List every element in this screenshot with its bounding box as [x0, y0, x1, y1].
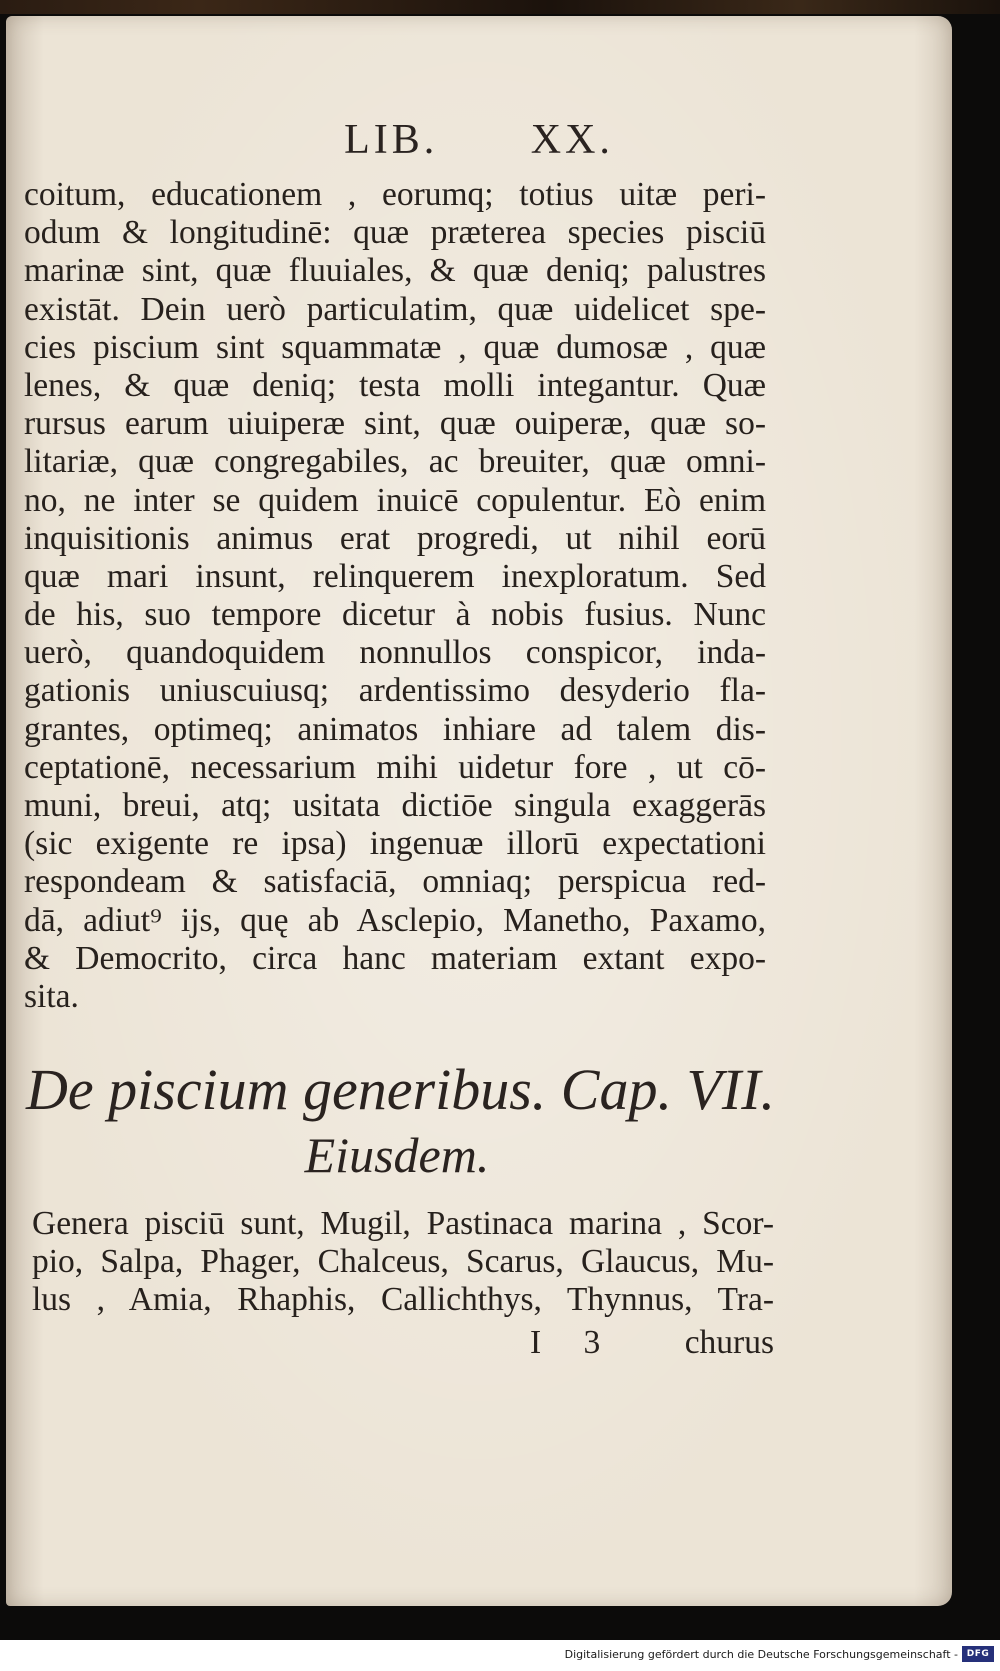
fish-list-paragraph [32, 1204, 774, 1319]
text-line: rursus earum uiuiperæ sint, quæ ouiperæ, quæ so- [24, 405, 766, 443]
text-line: gationis uniuscuiusq; ardentissimo desyderio fla- [24, 672, 766, 710]
text-line: no, ne inter se quidem inuicē copulentur. Eò enim [24, 481, 766, 519]
text-line: Genera pisciū sunt, Mugil, Pastinaca marina , Scor- [32, 1205, 774, 1242]
chapter-title: De piscium generibus. Cap. VII. [26, 1057, 776, 1122]
text-line: respondeam & satisfaciā, omniaq; perspicua red- [24, 863, 766, 901]
book-top-edge [0, 0, 1000, 14]
text-line: grantes, optimeq; animatos inhiare ad talem dis- [24, 710, 766, 748]
text-line: pio, Salpa, Phager, Chalceus, Scarus, Glaucus, Mu- [32, 1243, 774, 1281]
signature-mark: I 3 [530, 1324, 601, 1361]
text-line: inquisitionis animus erat progredi, ut nihil eorū [24, 519, 766, 557]
text-line: & Democrito, circa hanc materiam extant expo- [24, 939, 766, 977]
catchword: churus [684, 1324, 774, 1361]
text-line: coitum, educationem , eorumq; totius uitæ peri- [24, 176, 766, 213]
text-line: ceptationē, necessarium mihi uidetur fore , ut cō- [24, 748, 766, 786]
text-line: litariæ, quæ congregabiles, ac breuiter, quæ omni- [24, 443, 766, 481]
text-line: muni, breui, atq; usitata dictiōe singula exaggerās [24, 787, 766, 824]
page-foot-line [6, 1324, 774, 1364]
book-page [6, 16, 952, 1606]
text-line: lenes, & quæ deniq; testa molli integantur. Quæ [24, 366, 766, 404]
text-line: dā, adiut⁹ ijs, quę ab Asclepio, Manetho, Paxamo, [24, 901, 766, 939]
text-line: quæ mari insunt, relinquerem inexploratum. Sed [24, 557, 766, 595]
text-line: sita. [24, 977, 79, 1015]
text-line: (sic exigente re ipsa) ingenuæ illorū expectationi [24, 825, 766, 863]
text-line: existāt. Dein uerò particulatim, quæ uidelicet spe- [24, 290, 766, 328]
text-line: marinæ sint, quæ fluuiales, & quæ deniq; palustres [24, 252, 766, 290]
dfg-logo: DFG [962, 1646, 994, 1662]
text-line: uerò, quandoquidem nonnullos conspicor, inda- [24, 634, 766, 672]
footer-credit: Digitalisierung gefördert durch die Deutsche Forschungsgemeinschaft - [564, 1648, 958, 1661]
running-head-number: XX. [530, 117, 614, 163]
text-line: de his, suo tempore dicetur à nobis fusius. Nunc [24, 596, 766, 634]
text-line: odum & longitudinē: quæ præterea species pisciū [24, 214, 766, 252]
chapter-heading [26, 1056, 776, 1186]
running-head [6, 116, 952, 164]
digitization-footer [0, 1640, 1000, 1671]
main-paragraph [24, 176, 766, 1016]
chapter-author: Eiusdem. [304, 1127, 490, 1183]
text-line: lus , Amia, Rhaphis, Callichthys, Thynnus, Tra- [32, 1281, 774, 1319]
running-head-lib: LIB. [344, 117, 439, 163]
text-line: cies piscium sint squammatæ , quæ dumosæ , quæ [24, 328, 766, 366]
